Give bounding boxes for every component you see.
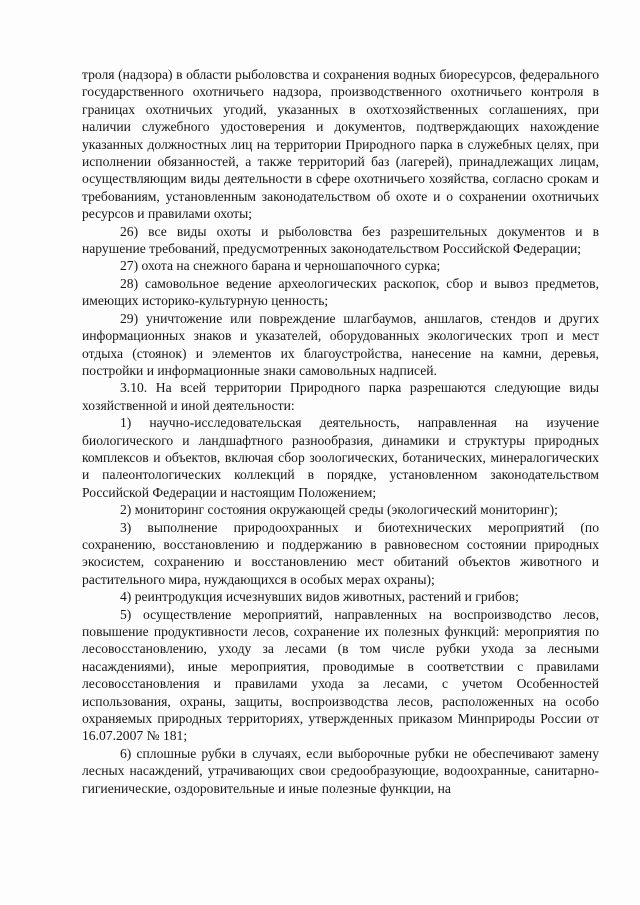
paragraph-item-29: 29) уничтожение или повреждение шлагбаумов, аншлагов, стендов и других информационных знаков и указателей, оборудованных экологических троп и мест отдыха (стоянок) и элементов их благоустройства, нанесение на камни, деревья, постройки и информационные знаки самовольных надписей. [82, 310, 599, 378]
paragraph-allowed-3: 3) выполнение природоохранных и биотехнических мероприятий (по сохранению, восстановлению и поддержанию в равновесном состоянии природных экосистем, сохранению и восстановлению мест обитаний объектов животного и растительного мира, нуждающихся в особых мерах охраны); [82, 519, 599, 587]
document-page [82, 66, 599, 797]
paragraph-item-28: 28) самовольное ведение археологических раскопок, сбор и вывоз предметов, имеющих историко-культурную ценность; [82, 275, 599, 309]
paragraph-continuation: троля (надзора) в области рыболовства и сохранения водных биоресурсов, федерального государственного охотничьего надзора, производственного охотничьего контроля в границах охотничьих угодий, указанных в охотхозяйственных соглашениях, при наличии служебного удостоверения и документов, подтверждающих нахождение указанных должностных лиц на территории Природного парка в служебных целях, при исполнении обязанностей, а также территорий баз (лагерей), принадлежащих лицам, осуществляющим виды деятельности в сфере охотничьего хозяйства, согласно срокам и требованиям, установленным законодательством об охоте и о сохранении охотничьих ресурсов и правилами охоты; [82, 67, 599, 222]
paragraph-allowed-4: 4) реинтродукция исчезнувших видов животных, растений и грибов; [120, 589, 519, 605]
paragraph-section-3-10: 3.10. На всей территории Природного парка разрешаются следующие виды хозяйственной и иной деятельности: [82, 380, 599, 413]
paragraph-item-26: 26) все виды охоты и рыболовства без разрешительных документов и в нарушение требований, предусмотренных законодательством Российской Федерации; [82, 223, 599, 257]
paragraph-allowed-2: 2) мониторинг состояния окружающей среды (экологический мониторинг); [120, 502, 558, 518]
paragraph-allowed-6: 6) сплошные рубки в случаях, если выборочные рубки не обеспечивают замену лесных насаждений, утрачивающих свои средообразующие, водоохранные, санитарно-гигиенические, оздоровительные и иные полезные функции, на [82, 745, 599, 796]
paragraph-allowed-1: 1) научно-исследовательская деятельность, направленная на изучение биологического и ландшафтного разнообразия, динамики и структуры природных комплексов и объектов, включая сбор зоологических, ботанических, минералогических и палеонтологических коллекций в порядке, установленном законодательством Российской Федерации и настоящим Положением; [82, 415, 599, 500]
paragraph-allowed-5: 5) осуществление мероприятий, направленных на воспроизводство лесов, повышение продуктивности лесов, сохранение их полезных функций: мероприятия по лесовосстановлению, уходу за лесами (в том числе рубки ухода за лесными насаждениями), иные мероприятия, проводимые в соответствии с правилами лесовосстановления и правилами ухода за лесами, с учетом Особенностей использования, охраны, защиты, воспроизводства лесов, расположенных на особо охраняемых природных территориях, утвержденных приказом Минприроды России от 16.07.2007 № 181; [82, 606, 599, 744]
paragraph-item-27: 27) охота на снежного барана и черношапочного сурка; [120, 258, 441, 274]
